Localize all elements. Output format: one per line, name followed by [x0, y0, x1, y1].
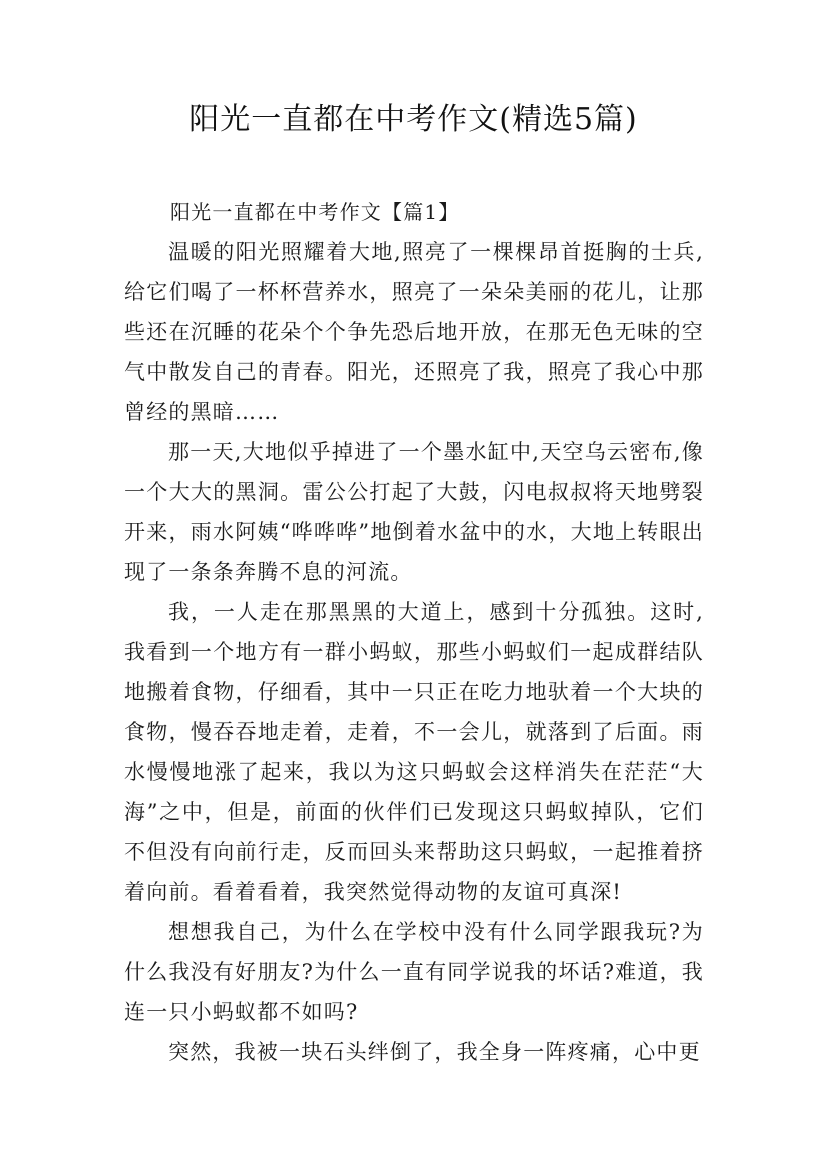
section-heading: 阳光一直都在中考作文【篇1】: [170, 200, 460, 224]
paragraph-3: 我，一人走在那黑黑的大道上，感到十分孤独。这时,我看到一个地方有一群小蚂蚁，那些小蚂蚁们一起成群结队地搬着食物，仔细看，其中一只正在吃力地驮着一个大块的食物，慢吞吞地走着，走着，不一会儿，就落到了后面。雨水慢慢地涨了起来，我以为这只蚂蚁会这样消失在茫茫“大海”之中，但是，前面的伙伴们已发现这只蚂蚁掉队，它们不但没有向前行走，反而回头来帮助这只蚂蚁，一起推着挤着向前。看着看着，我突然觉得动物的友谊可真深!: [124, 600, 704, 904]
document-body: [124, 192, 704, 1072]
paragraph-4: 想想我自己，为什么在学校中没有什么同学跟我玩?为什么我没有好朋友?为什么一直有同学说我的坏话?难道，我连一只小蚂蚁都不如吗?: [124, 920, 704, 1024]
paragraph-2: 那一天,大地似乎掉进了一个墨水缸中,天空乌云密布,像一个大大的黑洞。雷公公打起了大鼓，闪电叔叔将天地劈裂开来，雨水阿姨“哗哗哗”地倒着水盆中的水，大地上转眼出现了一条条奔腾不息的河流。: [124, 440, 704, 584]
paragraph-1: 温暖的阳光照耀着大地,照亮了一棵棵昂首挺胸的士兵,给它们喝了一杯杯营养水，照亮了一朵朵美丽的花儿，让那些还在沉睡的花朵个个争先恐后地开放，在那无色无味的空气中散发自己的青春。阳光，还照亮了我，照亮了我心中那曾经的黑暗……: [124, 240, 704, 424]
document-title: 阳光一直都在中考作文(精选5篇): [189, 102, 638, 137]
paragraph-5: 突然，我被一块石头绊倒了，我全身一阵疼痛，心中更: [168, 1040, 701, 1064]
